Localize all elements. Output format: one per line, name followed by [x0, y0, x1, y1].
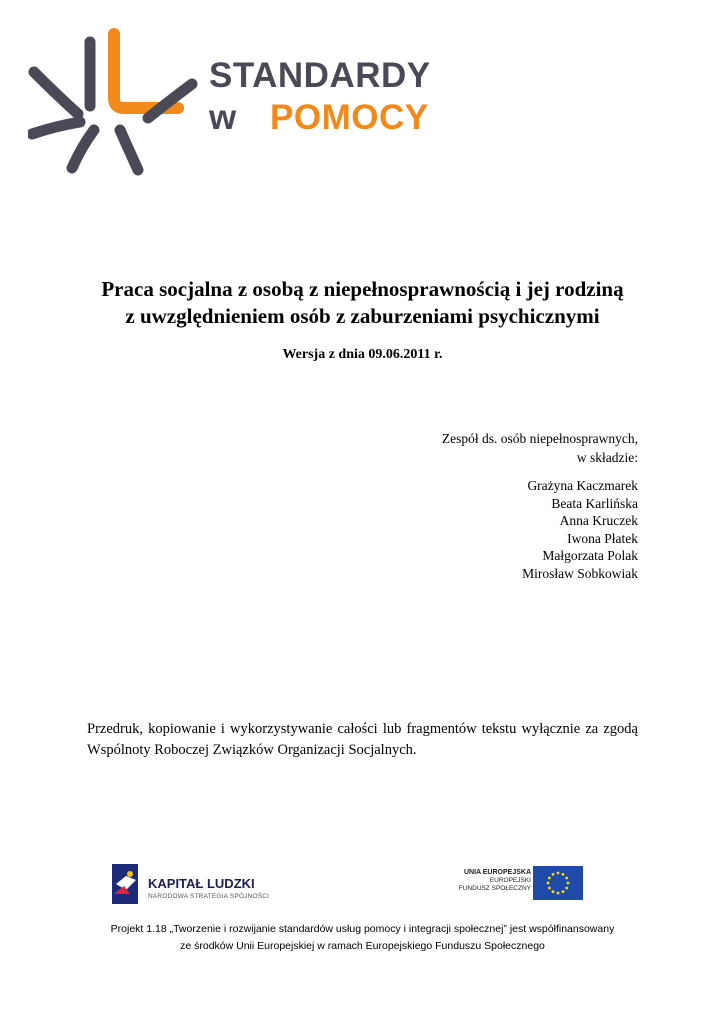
- kapital-ludzki-title: KAPITAŁ LUDZKI: [148, 876, 255, 891]
- team-heading: [442, 429, 638, 467]
- team-member: Grażyna Kaczmarek: [527, 478, 638, 493]
- kapital-ludzki-subtitle: NARODOWA STRATEGIA SPÓJNOŚCI: [148, 893, 270, 900]
- team-heading-line-2: w składzie:: [576, 450, 638, 465]
- eu-star-icon: [547, 882, 550, 885]
- copyright-notice: Przedruk, kopiowanie i wykorzystywanie całości lub fragmentów tekstu wyłącznie za zgodą Wspólnoty Roboczej Związków Organizacji Socjalnych.: [87, 721, 638, 758]
- eu-star-icon: [548, 887, 551, 890]
- eu-star-icon: [562, 890, 565, 893]
- team-member: Iwona Płatek: [567, 530, 638, 546]
- brand-w: w: [209, 98, 237, 137]
- team-member: Anna Kruczek: [559, 513, 638, 528]
- eu-line-3: FUNDUSZ SPOŁECZNY: [458, 885, 531, 892]
- eu-star-icon: [557, 892, 560, 895]
- eu-star-icon: [565, 877, 568, 880]
- eu-star-icon: [552, 873, 555, 876]
- brand-standardy: STANDARDY: [209, 56, 431, 95]
- team-members-list: [522, 477, 638, 582]
- footer-line-2: ze środków Unii Europejskiej w ramach Europejskiego Funduszu Społecznego: [180, 940, 545, 952]
- eu-line-2: EUROPEJSKI: [489, 877, 531, 884]
- eu-star-icon: [557, 872, 560, 875]
- project-footer: [40, 921, 685, 955]
- team-member: Beata Karlińska: [551, 495, 638, 511]
- title-line-1: Praca socjalna z osobą z niepełnosprawnością i jej rodziną: [101, 277, 624, 301]
- document-version: Wersja z dnia 09.06.2011 r.: [282, 347, 443, 362]
- title-line-2: z uwzględnieniem osób z zaburzeniami psychicznymi: [125, 304, 600, 328]
- brand-pomocy: POMOCY: [270, 98, 429, 137]
- eu-star-icon: [565, 887, 568, 890]
- eu-line-1: UNIA EUROPEJSKA: [463, 869, 531, 876]
- team-heading-line-1: Zespół ds. osób niepełnosprawnych,: [441, 431, 638, 446]
- eu-flag-icon: [533, 866, 583, 900]
- document-title: [40, 276, 685, 330]
- eu-star-icon: [567, 882, 570, 885]
- eu-star-icon: [548, 877, 551, 880]
- eu-star-icon: [552, 890, 555, 893]
- team-member: Mirosław Sobkowiak: [522, 565, 638, 581]
- team-member: Małgorzata Polak: [542, 548, 638, 563]
- star-logo-icon: [28, 26, 200, 176]
- eu-logo-text: [459, 869, 531, 893]
- eu-star-icon: [562, 873, 565, 876]
- footer-line-1: Projekt 1.18 „Tworzenie i rozwijanie standardów usług pomocy i integracji społecznej” jest współfinansowany: [110, 923, 615, 935]
